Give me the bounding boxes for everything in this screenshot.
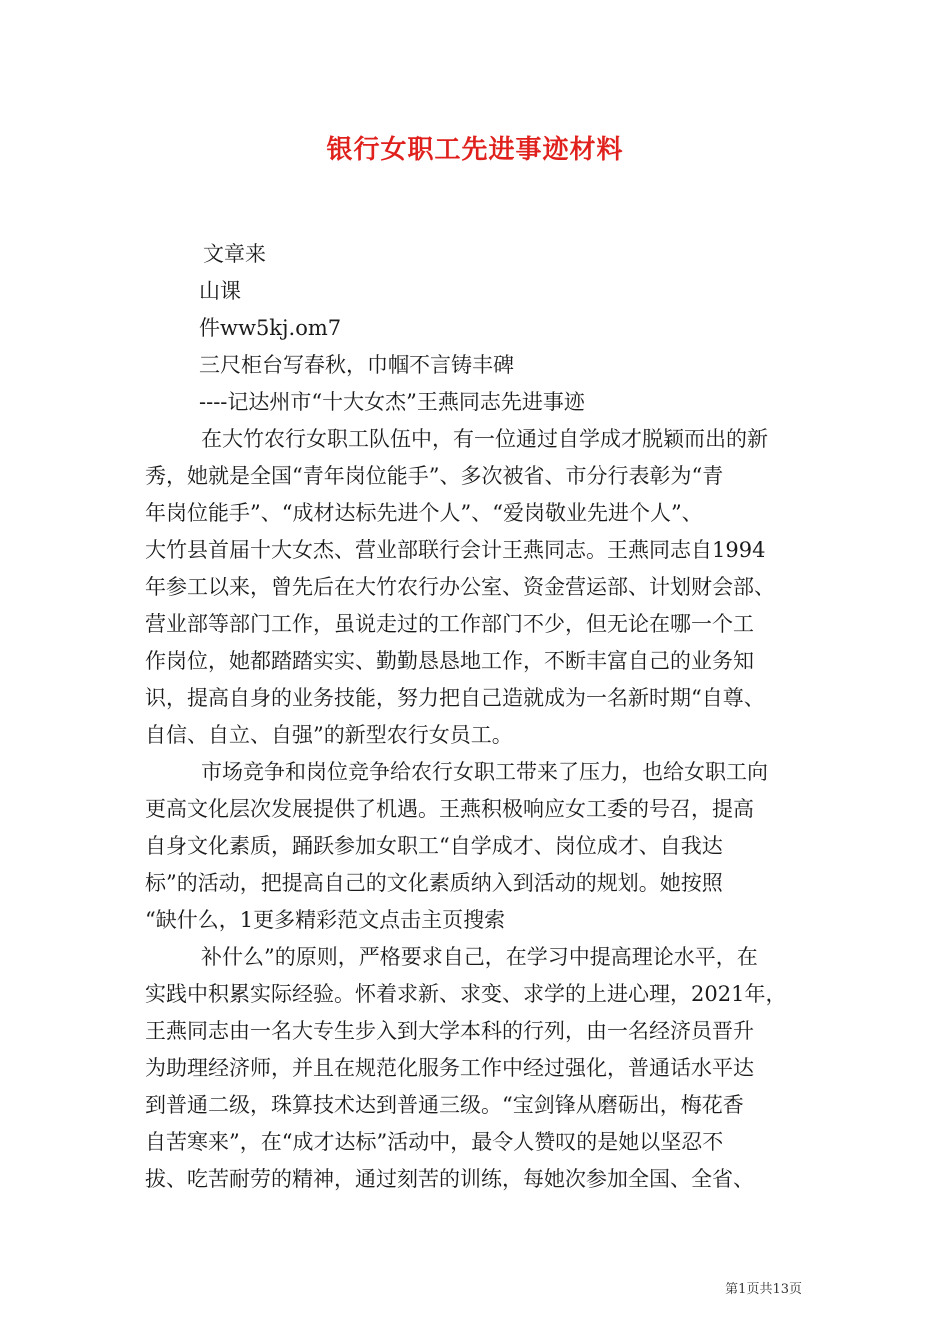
text-line: ----记达州市“十大女杰”王燕同志先进事迹 (199, 390, 585, 414)
text-line: 文章来 (203, 242, 266, 266)
text-line: “缺什么，1更多精彩范文点击主页搜索 (145, 908, 506, 932)
text-line: 自苦寒来”，在“成才达标”活动中，最令人赞叹的是她以坚忍不 (145, 1130, 724, 1154)
text-line: 自信、自立、自强”的新型农行女员工。 (145, 723, 513, 747)
text-line: 为助理经济师，并且在规范化服务工作中经过强化，普通话水平达 (145, 1056, 754, 1080)
text-line: 王燕同志由一名大专生步入到大学本科的行列，由一名经济员晋升 (145, 1019, 754, 1043)
text-line: 识，提高自身的业务技能，努力把自己造就成为一名新时期“自尊、 (145, 686, 765, 710)
document-body (145, 236, 835, 1198)
document-title: 银行女职工先进事迹材料 (326, 135, 624, 165)
text-line: 秀，她就是全国“青年岗位能手”、多次被省、市分行表彰为“青 (145, 464, 724, 488)
text-line: 作岗位，她都踏踏实实、勤勤恳恳地工作，不断丰富自己的业务知 (145, 649, 754, 673)
page-number-footer: 第1页共13页 (725, 1282, 802, 1297)
text-line: 更高文化层次发展提供了机遇。王燕积极响应女工委的号召，提高 (145, 797, 754, 821)
paragraph-first-line: 补什么”的原则，严格要求自己，在学习中提高理论水平，在 (201, 945, 758, 969)
text-line: 到普通二级，珠算技术达到普通三级。“宝剑锋从磨砺出，梅花香 (145, 1093, 744, 1117)
text-line: 大竹县首届十大女杰、营业部联行会计王燕同志。王燕同志自1994 (145, 538, 766, 562)
text-line: 件ww5kj.om7 (199, 316, 342, 340)
paragraph-first-line: 市场竞争和岗位竞争给农行女职工带来了压力，也给女职工向 (201, 760, 768, 784)
text-line: 年岗位能手”、“成材达标先进个人”、“爱岗敬业先进个人”、 (145, 501, 703, 525)
text-line: 年参工以来，曾先后在大竹农行办公室、资金营运部、计划财会部、 (145, 575, 775, 599)
text-line: 自身文化素质，踊跃参加女职工“自学成才、岗位成才、自我达 (145, 834, 723, 858)
paragraph-first-line: 在大竹农行女职工队伍中，有一位通过自学成才脱颖而出的新 (201, 427, 768, 451)
text-line: 拔、吃苦耐劳的精神，通过刻苦的训练，每她次参加全国、全省、 (145, 1167, 754, 1191)
text-line: 实践中积累实际经验。怀着求新、求变、求学的上进心理，2021年， (145, 982, 787, 1006)
text-line: 三尺柜台写春秋，巾帼不言铸丰碑 (199, 353, 514, 377)
text-line: 山课 (199, 279, 241, 303)
text-line: 营业部等部门工作，虽说走过的工作部门不少，但无论在哪一个工 (145, 612, 754, 636)
text-line: 标”的活动，把提高自己的文化素质纳入到活动的规划。她按照 (145, 871, 723, 895)
